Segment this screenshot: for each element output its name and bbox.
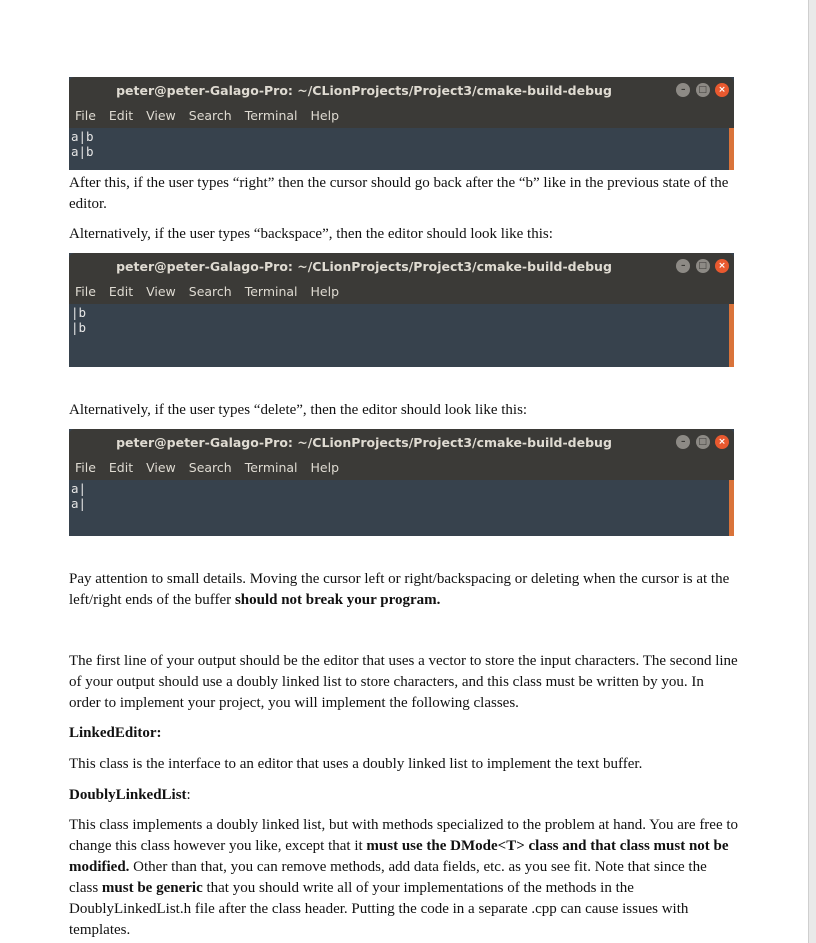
output-line: a|b: [71, 129, 94, 144]
close-icon[interactable]: ×: [715, 83, 729, 97]
terminal-output: [69, 480, 734, 536]
dll-text-a: This class implements a doubly linked list, but with methods specialized to the problem at hand. You are free to change this class however you like, except that it: [69, 817, 739, 854]
close-icon[interactable]: ×: [715, 259, 729, 273]
paragraph-doubly-linked-list: [69, 815, 739, 941]
menu-view[interactable]: View: [146, 284, 176, 299]
terminal-menubar: [69, 104, 734, 128]
terminal-menubar: [69, 456, 734, 480]
paragraph-output: The first line of your output should be the editor that uses a vector to store the input characters. The second line of your output should use a doubly linked list to store characters, and this class must be written by you. In order to implement your project, you will implement the following classes.: [69, 653, 738, 711]
heading-doubly-linked-list: [69, 785, 739, 806]
menu-view[interactable]: View: [146, 460, 176, 475]
dll-text-c: Other than that, you can remove methods, add data fields, etc. as you see fit. Note that since the class: [69, 859, 707, 896]
menu-terminal[interactable]: Terminal: [244, 460, 298, 475]
menu-file[interactable]: File: [75, 108, 96, 123]
paragraph-right: After this, if the user types “right” then the cursor should go back after the “b” like in the previous state of the editor.: [69, 175, 729, 212]
heading-linked-editor-text: LinkedEditor:: [69, 725, 162, 741]
menu-help[interactable]: Help: [310, 460, 340, 475]
output-line: a|: [71, 496, 87, 511]
maximize-icon[interactable]: □: [696, 83, 710, 97]
terminal-title: peter@peter-Galago-Pro: ~/CLionProjects/Project3/cmake-build-debug: [116, 83, 612, 98]
window-controls: [675, 259, 729, 274]
terminal-screenshot-2: [69, 253, 734, 367]
terminal-menubar: [69, 280, 734, 304]
menu-edit[interactable]: Edit: [108, 460, 134, 475]
terminal-title: peter@peter-Galago-Pro: ~/CLionProjects/Project3/cmake-build-debug: [116, 435, 612, 450]
terminal-output: [69, 304, 734, 367]
menu-help[interactable]: Help: [310, 284, 340, 299]
terminal-title: peter@peter-Galago-Pro: ~/CLionProjects/Project3/cmake-build-debug: [116, 259, 612, 274]
terminal-screenshot-1: [69, 77, 734, 170]
output-line: a|b: [71, 144, 94, 159]
heading-linked-editor: [69, 723, 739, 744]
maximize-icon[interactable]: □: [696, 259, 710, 273]
scrollbar-accent: [729, 304, 734, 367]
scrollbar-accent: [729, 128, 734, 170]
menu-file[interactable]: File: [75, 460, 96, 475]
minimize-icon[interactable]: –: [676, 259, 690, 273]
menu-search[interactable]: Search: [188, 108, 232, 123]
menu-edit[interactable]: Edit: [108, 108, 134, 123]
attention-bold: should not break your program.: [234, 592, 441, 608]
output-line: |b: [71, 320, 87, 335]
menu-view[interactable]: View: [146, 108, 176, 123]
scrollbar-accent: [729, 480, 734, 536]
output-line: a|: [71, 481, 87, 496]
menu-terminal[interactable]: Terminal: [244, 108, 298, 123]
window-controls: [675, 435, 729, 450]
maximize-icon[interactable]: □: [696, 435, 710, 449]
close-icon[interactable]: ×: [715, 435, 729, 449]
heading-dll-text: DoublyLinkedList: [69, 787, 187, 803]
menu-help[interactable]: Help: [310, 108, 340, 123]
paragraph-attention: [69, 569, 739, 611]
paragraph-delete: Alternatively, if the user types “delete”, then the editor should look like this:: [69, 402, 528, 418]
paragraph-linked-editor: This class is the interface to an editor that uses a doubly linked list to implement the text buffer.: [69, 756, 643, 772]
dll-bold-dmode: must use the DMode<T> class and that class must not be modified.: [69, 838, 729, 875]
window-controls: [675, 83, 729, 98]
heading-dll-colon: :: [186, 787, 191, 803]
terminal-titlebar: [69, 429, 734, 456]
attention-text: Pay attention to small details. Moving the cursor left or right/backspacing or deleting when the cursor is at the left/right ends of the buffer: [69, 571, 730, 608]
menu-search[interactable]: Search: [188, 460, 232, 475]
page-edge: [808, 0, 816, 943]
terminal-titlebar: [69, 253, 734, 280]
minimize-icon[interactable]: –: [676, 435, 690, 449]
dll-text-e: that you should write all of your implementations of the methods in the DoublyLinkedList.h file after the class header. Putting the code in a separate .cpp can cause issues with templates.: [69, 880, 689, 938]
output-line: |b: [71, 305, 87, 320]
minimize-icon[interactable]: –: [676, 83, 690, 97]
menu-file[interactable]: File: [75, 284, 96, 299]
dll-bold-generic: must be generic: [101, 880, 203, 896]
terminal-screenshot-3: [69, 429, 734, 536]
terminal-titlebar: [69, 77, 734, 104]
paragraph-backspace: Alternatively, if the user types “backspace”, then the editor should look like this:: [69, 226, 553, 242]
menu-search[interactable]: Search: [188, 284, 232, 299]
terminal-output: [69, 128, 734, 170]
menu-terminal[interactable]: Terminal: [244, 284, 298, 299]
menu-edit[interactable]: Edit: [108, 284, 134, 299]
